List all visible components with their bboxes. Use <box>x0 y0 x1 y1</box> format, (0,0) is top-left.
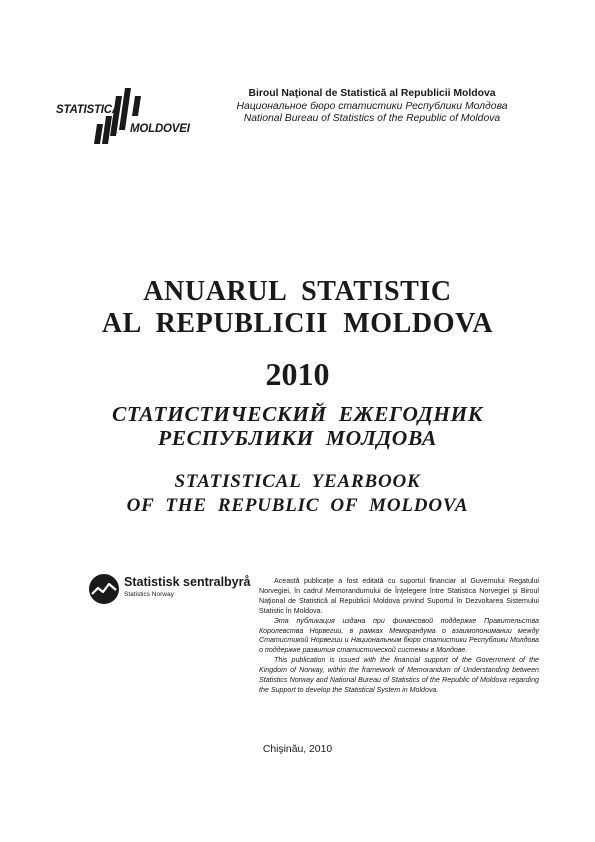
ssb-subtitle: Statistics Norway <box>124 591 174 598</box>
title-en-line2: OF THE REPUBLIC OF MOLDOVA <box>126 495 469 516</box>
funding-note <box>259 577 539 696</box>
title-en <box>0 470 595 518</box>
ssb-name: Statistisk sentralbyrå <box>124 575 251 589</box>
funding-note-en: This publication is issued with the financial support of the Government of the Kingdom of Norway, within the framework of Memorandum of Understanding between Statistics Norway and National Bureau of Statistics of the Republic of Moldova regarding the Support to develop the Statistical System in Moldova. <box>259 656 539 694</box>
title-ru-line2: РЕСПУБЛИКИ МОЛДОВА <box>157 426 438 450</box>
statistica-moldovei-logo <box>52 86 198 146</box>
title-en-line1: STATISTICAL YEARBOOK <box>174 471 421 492</box>
bureau-name-ro: Biroul Naţional de Statistică al Republicii Moldova <box>248 88 496 99</box>
year: 2010 <box>265 356 330 392</box>
place-and-year: Chişinău, 2010 <box>262 744 333 755</box>
bureau-name-en: National Bureau of Statistics of the Republic of Moldova <box>243 113 501 124</box>
title-ro-line2: AL REPUBLICII MOLDOVA <box>101 308 494 339</box>
ssb-emblem-icon <box>88 573 120 605</box>
title-ru <box>0 402 595 450</box>
funding-note-ro: Această publicaţie a fost editată cu suportul financiar al Guvernului Regatului Norvegiei, în cadrul Memorandumului de Înţelegere între Statistica Norvegiei şi Biroul Naţional de Statistică al Republicii Moldova privind Suportul în Dezvoltarea Sistemului Statistic în Moldova. <box>259 577 539 615</box>
statistics-norway-logo <box>88 573 258 607</box>
title-ro-line1: ANUARUL STATISTIC <box>143 276 452 307</box>
bureau-name-ru: Национальное бюро статистики Республики Молдова <box>236 100 508 112</box>
funding-note-ru: Эта публикация издана при финансовой поддержке Правительства Королевства Норвегии, в рамках Меморандума о взаимопонимании между Статистикой Норвегии и Национальным бюро статистики Республики Молдова о поддержке развития статистической системы в Молдове. <box>259 616 539 655</box>
title-ro <box>0 276 595 340</box>
title-year <box>0 356 595 392</box>
bureau-names <box>212 88 532 126</box>
logo-text-moldovei: MOLDOVEI <box>130 123 190 135</box>
logo-text-statistica: STATISTICA <box>56 104 121 116</box>
title-ru-line1: СТАТИСТИЧЕСКИЙ ЕЖЕГОДНИК <box>111 402 484 426</box>
